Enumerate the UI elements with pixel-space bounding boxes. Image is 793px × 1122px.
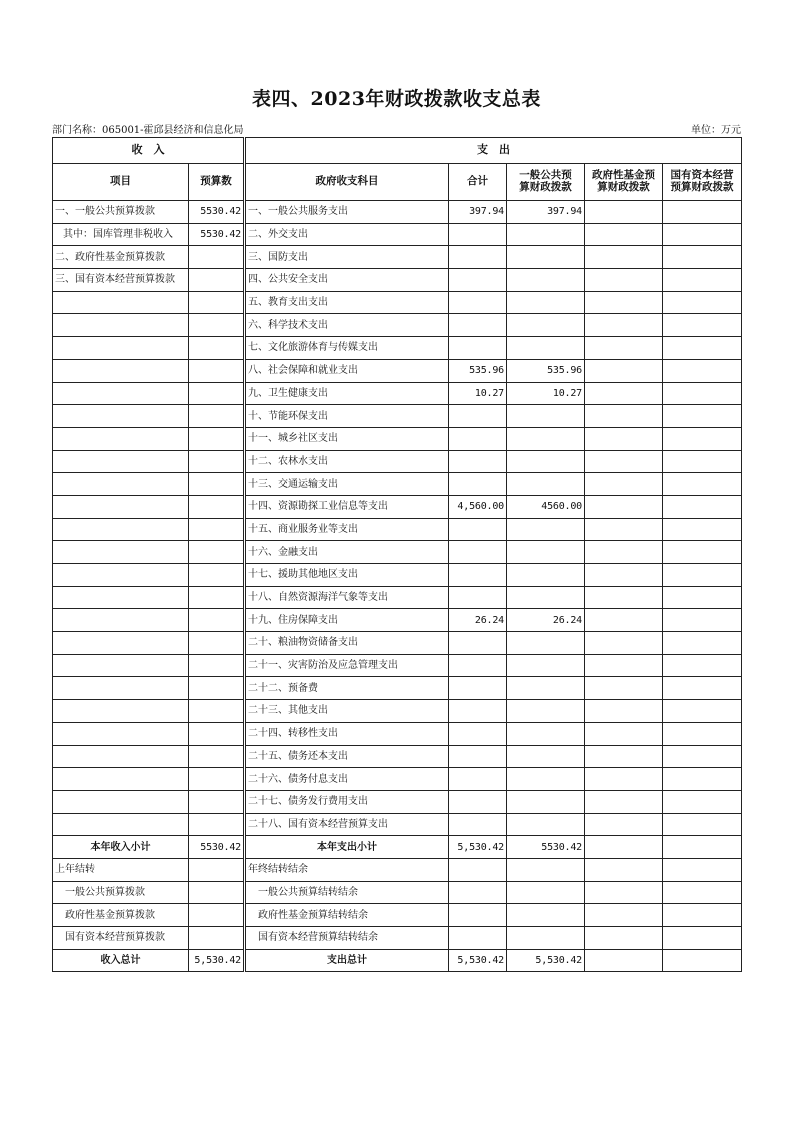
exp-state-capital-cell [663,768,742,791]
exp-total-cell [449,745,507,768]
exp-subject-cell: 二十六、债务付息支出 [245,768,449,791]
exp-gov-fund-cell [585,700,663,723]
exp-general-public-cell [507,564,585,587]
exp-general-public-cell [507,405,585,428]
exp-total-cell [449,405,507,428]
table-row [53,359,742,382]
exp-subject-cell: 二十三、其他支出 [245,700,449,723]
income-budget-cell: 5530.42 [189,201,245,224]
col-total-header: 合计 [449,164,507,201]
table-row [53,427,742,450]
exp-gov-fund-cell [585,564,663,587]
exp-general-public-cell [507,269,585,292]
exp-subject-cell: 十八、自然资源海洋气象等支出 [245,586,449,609]
exp-total-cell: 10.27 [449,382,507,405]
income-budget-cell [189,700,245,723]
exp-total-cell: 397.94 [449,201,507,224]
income-budget-cell [189,518,245,541]
income-item-cell [53,450,189,473]
income-budget-cell: 5530.42 [189,223,245,246]
table-row [53,518,742,541]
exp-state-capital-cell [663,427,742,450]
exp-subject-cell: 二十一、灾害防治及应急管理支出 [245,654,449,677]
exp-general-public-cell [507,337,585,360]
table-row [53,450,742,473]
exp-subject-cell: 二十八、国有资本经营预算支出 [245,813,449,836]
income-budget-cell [189,291,245,314]
exp-total-cell [449,927,507,950]
income-item-cell [53,632,189,655]
exp-state-capital-cell [663,246,742,269]
exp-state-capital-cell [663,201,742,224]
exp-total-cell [449,722,507,745]
exp-gov-fund-cell [585,201,663,224]
income-budget-cell [189,450,245,473]
income-budget-cell [189,359,245,382]
exp-total-cell [449,654,507,677]
exp-general-public-cell [507,790,585,813]
exp-state-capital-cell [663,518,742,541]
exp-gov-fund-cell [585,359,663,382]
income-budget-cell [189,609,245,632]
exp-general-public-cell [507,632,585,655]
table-row [53,609,742,632]
exp-state-capital-cell [663,722,742,745]
exp-total-cell [449,677,507,700]
exp-gov-fund-cell [585,813,663,836]
exp-subject-cell: 十三、交通运输支出 [245,473,449,496]
exp-state-capital-cell [663,632,742,655]
exp-total-cell [449,223,507,246]
income-budget-cell [189,790,245,813]
exp-subject-cell: 四、公共安全支出 [245,269,449,292]
exp-state-capital-cell [663,564,742,587]
exp-subject-cell: 七、文化旅游体育与传媒支出 [245,337,449,360]
exp-state-capital-cell [663,450,742,473]
exp-state-capital-cell [663,382,742,405]
header-row-columns [53,164,742,201]
table-row [53,790,742,813]
exp-general-public-cell [507,541,585,564]
table-row [53,201,742,224]
income-budget-cell [189,768,245,791]
page-title: 表四、2023年财政拨款收支总表 [252,88,541,110]
exp-total-cell [449,518,507,541]
table-row [53,382,742,405]
exp-total-cell [449,314,507,337]
exp-general-public-cell [507,677,585,700]
table-row [53,314,742,337]
income-budget-cell [189,382,245,405]
exp-total-cell [449,541,507,564]
income-budget-cell [189,745,245,768]
exp-total-cell [449,246,507,269]
income-item-cell [53,677,189,700]
exp-subject-cell: 二、外交支出 [245,223,449,246]
exp-subject-cell: 八、社会保障和就业支出 [245,359,449,382]
income-budget-cell [189,495,245,518]
exp-subject-cell: 五、教育支出支出 [245,291,449,314]
income-budget-cell [189,314,245,337]
exp-subject-cell: 十四、资源勘探工业信息等支出 [245,495,449,518]
table-row [53,269,742,292]
exp-general-public-cell: 4560.00 [507,495,585,518]
exp-gov-fund-cell [585,927,663,950]
income-item-cell [53,700,189,723]
exp-subject-cell: 二十、粮油物资储备支出 [245,632,449,655]
exp-gov-fund-cell [585,314,663,337]
exp-subject-cell: 国有资本经营预算结转结余 [245,927,449,950]
col-item-header: 项目 [53,164,189,201]
income-budget-cell [189,586,245,609]
exp-gov-fund-cell [585,223,663,246]
exp-state-capital-cell [663,291,742,314]
exp-subject-cell: 一般公共预算结转结余 [245,881,449,904]
table-row [53,745,742,768]
exp-subject-cell: 二十七、债务发行费用支出 [245,790,449,813]
income-budget-cell [189,427,245,450]
income-item-cell [53,564,189,587]
income-budget-cell [189,246,245,269]
income-item-cell [53,495,189,518]
income-item-cell [53,722,189,745]
exp-general-public-cell [507,223,585,246]
exp-gov-fund-cell [585,337,663,360]
exp-general-public-cell: 535.96 [507,359,585,382]
exp-gov-fund-cell [585,473,663,496]
col-gov-fund-header: 政府性基金预算财政拨款 [585,164,663,201]
exp-subject-cell: 十一、城乡社区支出 [245,427,449,450]
income-budget-cell [189,269,245,292]
income-item-cell [53,768,189,791]
exp-total-cell: 26.24 [449,609,507,632]
exp-subject-cell: 一、一般公共服务支出 [245,201,449,224]
income-header: 收 入 [53,138,245,164]
income-item-cell [53,291,189,314]
exp-gov-fund-cell [585,609,663,632]
exp-gov-fund-cell [585,269,663,292]
income-item-cell [53,745,189,768]
exp-general-public-cell [507,927,585,950]
table-row [53,223,742,246]
grand-total-row [53,949,742,972]
income-budget-cell [189,904,245,927]
exp-general-public-cell: 5530.42 [507,836,585,859]
income-item-cell: 收入总计 [53,949,189,972]
exp-total-cell [449,291,507,314]
col-budget-header: 预算数 [189,164,245,201]
exp-total-cell [449,269,507,292]
exp-state-capital-cell [663,700,742,723]
exp-state-capital-cell [663,813,742,836]
exp-general-public-cell [507,473,585,496]
exp-total-cell [449,813,507,836]
exp-general-public-cell [507,904,585,927]
exp-general-public-cell: 397.94 [507,201,585,224]
exp-gov-fund-cell [585,632,663,655]
exp-state-capital-cell [663,359,742,382]
income-item-cell: 上年结转 [53,858,189,881]
exp-state-capital-cell [663,836,742,859]
exp-total-cell: 5,530.42 [449,836,507,859]
exp-general-public-cell [507,246,585,269]
table-row [53,654,742,677]
income-budget-cell [189,881,245,904]
exp-total-cell [449,473,507,496]
carryover-row [53,927,742,950]
income-item-cell [53,654,189,677]
exp-subject-cell: 十、节能环保支出 [245,405,449,428]
department-name: 部门名称：065001-霍邱县经济和信息化局 [52,125,244,136]
table-row [53,246,742,269]
exp-total-cell [449,881,507,904]
income-item-cell: 其中：国库管理非税收入 [53,223,189,246]
exp-gov-fund-cell [585,291,663,314]
carryover-row [53,858,742,881]
income-item-cell [53,541,189,564]
income-budget-cell [189,858,245,881]
income-budget-cell [189,541,245,564]
col-general-public-header: 一般公共预算财政拨款 [507,164,585,201]
budget-table [52,137,742,972]
carryover-row [53,881,742,904]
exp-gov-fund-cell [585,405,663,428]
exp-state-capital-cell [663,654,742,677]
income-budget-cell: 5530.42 [189,836,245,859]
exp-total-cell [449,337,507,360]
exp-state-capital-cell [663,790,742,813]
exp-state-capital-cell [663,858,742,881]
exp-total-cell [449,858,507,881]
table-row [53,405,742,428]
income-item-cell [53,813,189,836]
exp-subject-cell: 十五、商业服务业等支出 [245,518,449,541]
exp-subject-cell: 十二、农林水支出 [245,450,449,473]
exp-total-cell [449,632,507,655]
exp-general-public-cell [507,586,585,609]
exp-subject-cell: 十六、金融支出 [245,541,449,564]
exp-state-capital-cell [663,495,742,518]
income-item-cell [53,337,189,360]
income-item-cell [53,405,189,428]
exp-subject-cell: 十九、住房保障支出 [245,609,449,632]
income-item-cell: 政府性基金预算拨款 [53,904,189,927]
exp-gov-fund-cell [585,541,663,564]
income-budget-cell [189,677,245,700]
exp-gov-fund-cell [585,768,663,791]
table-row [53,473,742,496]
income-item-cell: 三、国有资本经营预算拨款 [53,269,189,292]
exp-state-capital-cell [663,904,742,927]
exp-gov-fund-cell [585,745,663,768]
exp-subject-cell: 二十四、转移性支出 [245,722,449,745]
exp-subject-cell: 二十五、债务还本支出 [245,745,449,768]
income-budget-cell [189,473,245,496]
income-budget-cell [189,654,245,677]
header-row-sections [53,138,742,164]
exp-total-cell: 535.96 [449,359,507,382]
income-item-cell [53,790,189,813]
exp-general-public-cell [507,291,585,314]
exp-total-cell [449,427,507,450]
exp-general-public-cell [507,722,585,745]
exp-total-cell: 5,530.42 [449,949,507,972]
exp-gov-fund-cell [585,518,663,541]
income-item-cell [53,427,189,450]
exp-gov-fund-cell [585,654,663,677]
exp-gov-fund-cell [585,790,663,813]
exp-gov-fund-cell [585,836,663,859]
exp-general-public-cell: 26.24 [507,609,585,632]
carryover-row [53,904,742,927]
exp-state-capital-cell [663,677,742,700]
exp-subject-cell: 二十二、预备费 [245,677,449,700]
exp-subject-cell: 六、科学技术支出 [245,314,449,337]
exp-gov-fund-cell [585,722,663,745]
exp-general-public-cell [507,314,585,337]
exp-state-capital-cell [663,223,742,246]
table-row [53,541,742,564]
income-budget-cell [189,813,245,836]
exp-general-public-cell [507,745,585,768]
income-item-cell [53,359,189,382]
income-item-cell [53,586,189,609]
table-row [53,291,742,314]
table-body [53,138,742,972]
exp-general-public-cell [507,700,585,723]
table-row [53,813,742,836]
subtotal-row [53,836,742,859]
col-state-capital-header: 国有资本经营预算财政拨款 [663,164,742,201]
exp-subject-cell: 支出总计 [245,949,449,972]
table-row [53,677,742,700]
exp-gov-fund-cell [585,858,663,881]
exp-general-public-cell [507,518,585,541]
exp-subject-cell: 年终结转结余 [245,858,449,881]
exp-state-capital-cell [663,586,742,609]
exp-gov-fund-cell [585,586,663,609]
exp-subject-cell: 十七、援助其他地区支出 [245,564,449,587]
exp-total-cell [449,700,507,723]
income-budget-cell [189,927,245,950]
table-row [53,700,742,723]
exp-subject-cell: 政府性基金预算结转结余 [245,904,449,927]
exp-gov-fund-cell [585,881,663,904]
exp-total-cell [449,904,507,927]
table-row [53,632,742,655]
exp-gov-fund-cell [585,904,663,927]
exp-general-public-cell [507,881,585,904]
income-item-cell [53,518,189,541]
exp-state-capital-cell [663,949,742,972]
income-item-cell: 一、一般公共预算拨款 [53,201,189,224]
income-item-cell: 一般公共预算拨款 [53,881,189,904]
income-budget-cell [189,632,245,655]
exp-general-public-cell [507,427,585,450]
exp-state-capital-cell [663,405,742,428]
exp-state-capital-cell [663,745,742,768]
exp-total-cell [449,564,507,587]
exp-gov-fund-cell [585,382,663,405]
income-item-cell [53,473,189,496]
exp-general-public-cell [507,858,585,881]
table-row [53,495,742,518]
income-item-cell: 国有资本经营预算拨款 [53,927,189,950]
exp-state-capital-cell [663,269,742,292]
exp-total-cell [449,586,507,609]
exp-gov-fund-cell [585,246,663,269]
exp-general-public-cell: 5,530.42 [507,949,585,972]
exp-total-cell [449,790,507,813]
income-item-cell [53,314,189,337]
table-row [53,564,742,587]
unit-label: 单位：万元 [691,125,741,136]
col-subject-header: 政府收支科目 [245,164,449,201]
table-row [53,586,742,609]
exp-general-public-cell [507,813,585,836]
income-budget-cell [189,722,245,745]
exp-total-cell [449,768,507,791]
exp-subject-cell: 本年支出小计 [245,836,449,859]
exp-subject-cell: 九、卫生健康支出 [245,382,449,405]
exp-gov-fund-cell [585,949,663,972]
income-item-cell: 二、政府性基金预算拨款 [53,246,189,269]
exp-general-public-cell: 10.27 [507,382,585,405]
income-item-cell [53,609,189,632]
income-budget-cell [189,405,245,428]
income-budget-cell: 5,530.42 [189,949,245,972]
exp-general-public-cell [507,768,585,791]
income-budget-cell [189,564,245,587]
table-row [53,768,742,791]
exp-state-capital-cell [663,927,742,950]
income-item-cell: 本年收入小计 [53,836,189,859]
table-row [53,337,742,360]
exp-state-capital-cell [663,314,742,337]
exp-gov-fund-cell [585,677,663,700]
exp-total-cell [449,450,507,473]
exp-state-capital-cell [663,541,742,564]
exp-state-capital-cell [663,881,742,904]
exp-gov-fund-cell [585,427,663,450]
exp-general-public-cell [507,450,585,473]
table-row [53,722,742,745]
exp-total-cell: 4,560.00 [449,495,507,518]
income-item-cell [53,382,189,405]
exp-subject-cell: 三、国防支出 [245,246,449,269]
exp-gov-fund-cell [585,495,663,518]
exp-state-capital-cell [663,473,742,496]
exp-general-public-cell [507,654,585,677]
exp-state-capital-cell [663,609,742,632]
income-budget-cell [189,337,245,360]
exp-state-capital-cell [663,337,742,360]
expenditure-header: 支 出 [245,138,742,164]
exp-gov-fund-cell [585,450,663,473]
